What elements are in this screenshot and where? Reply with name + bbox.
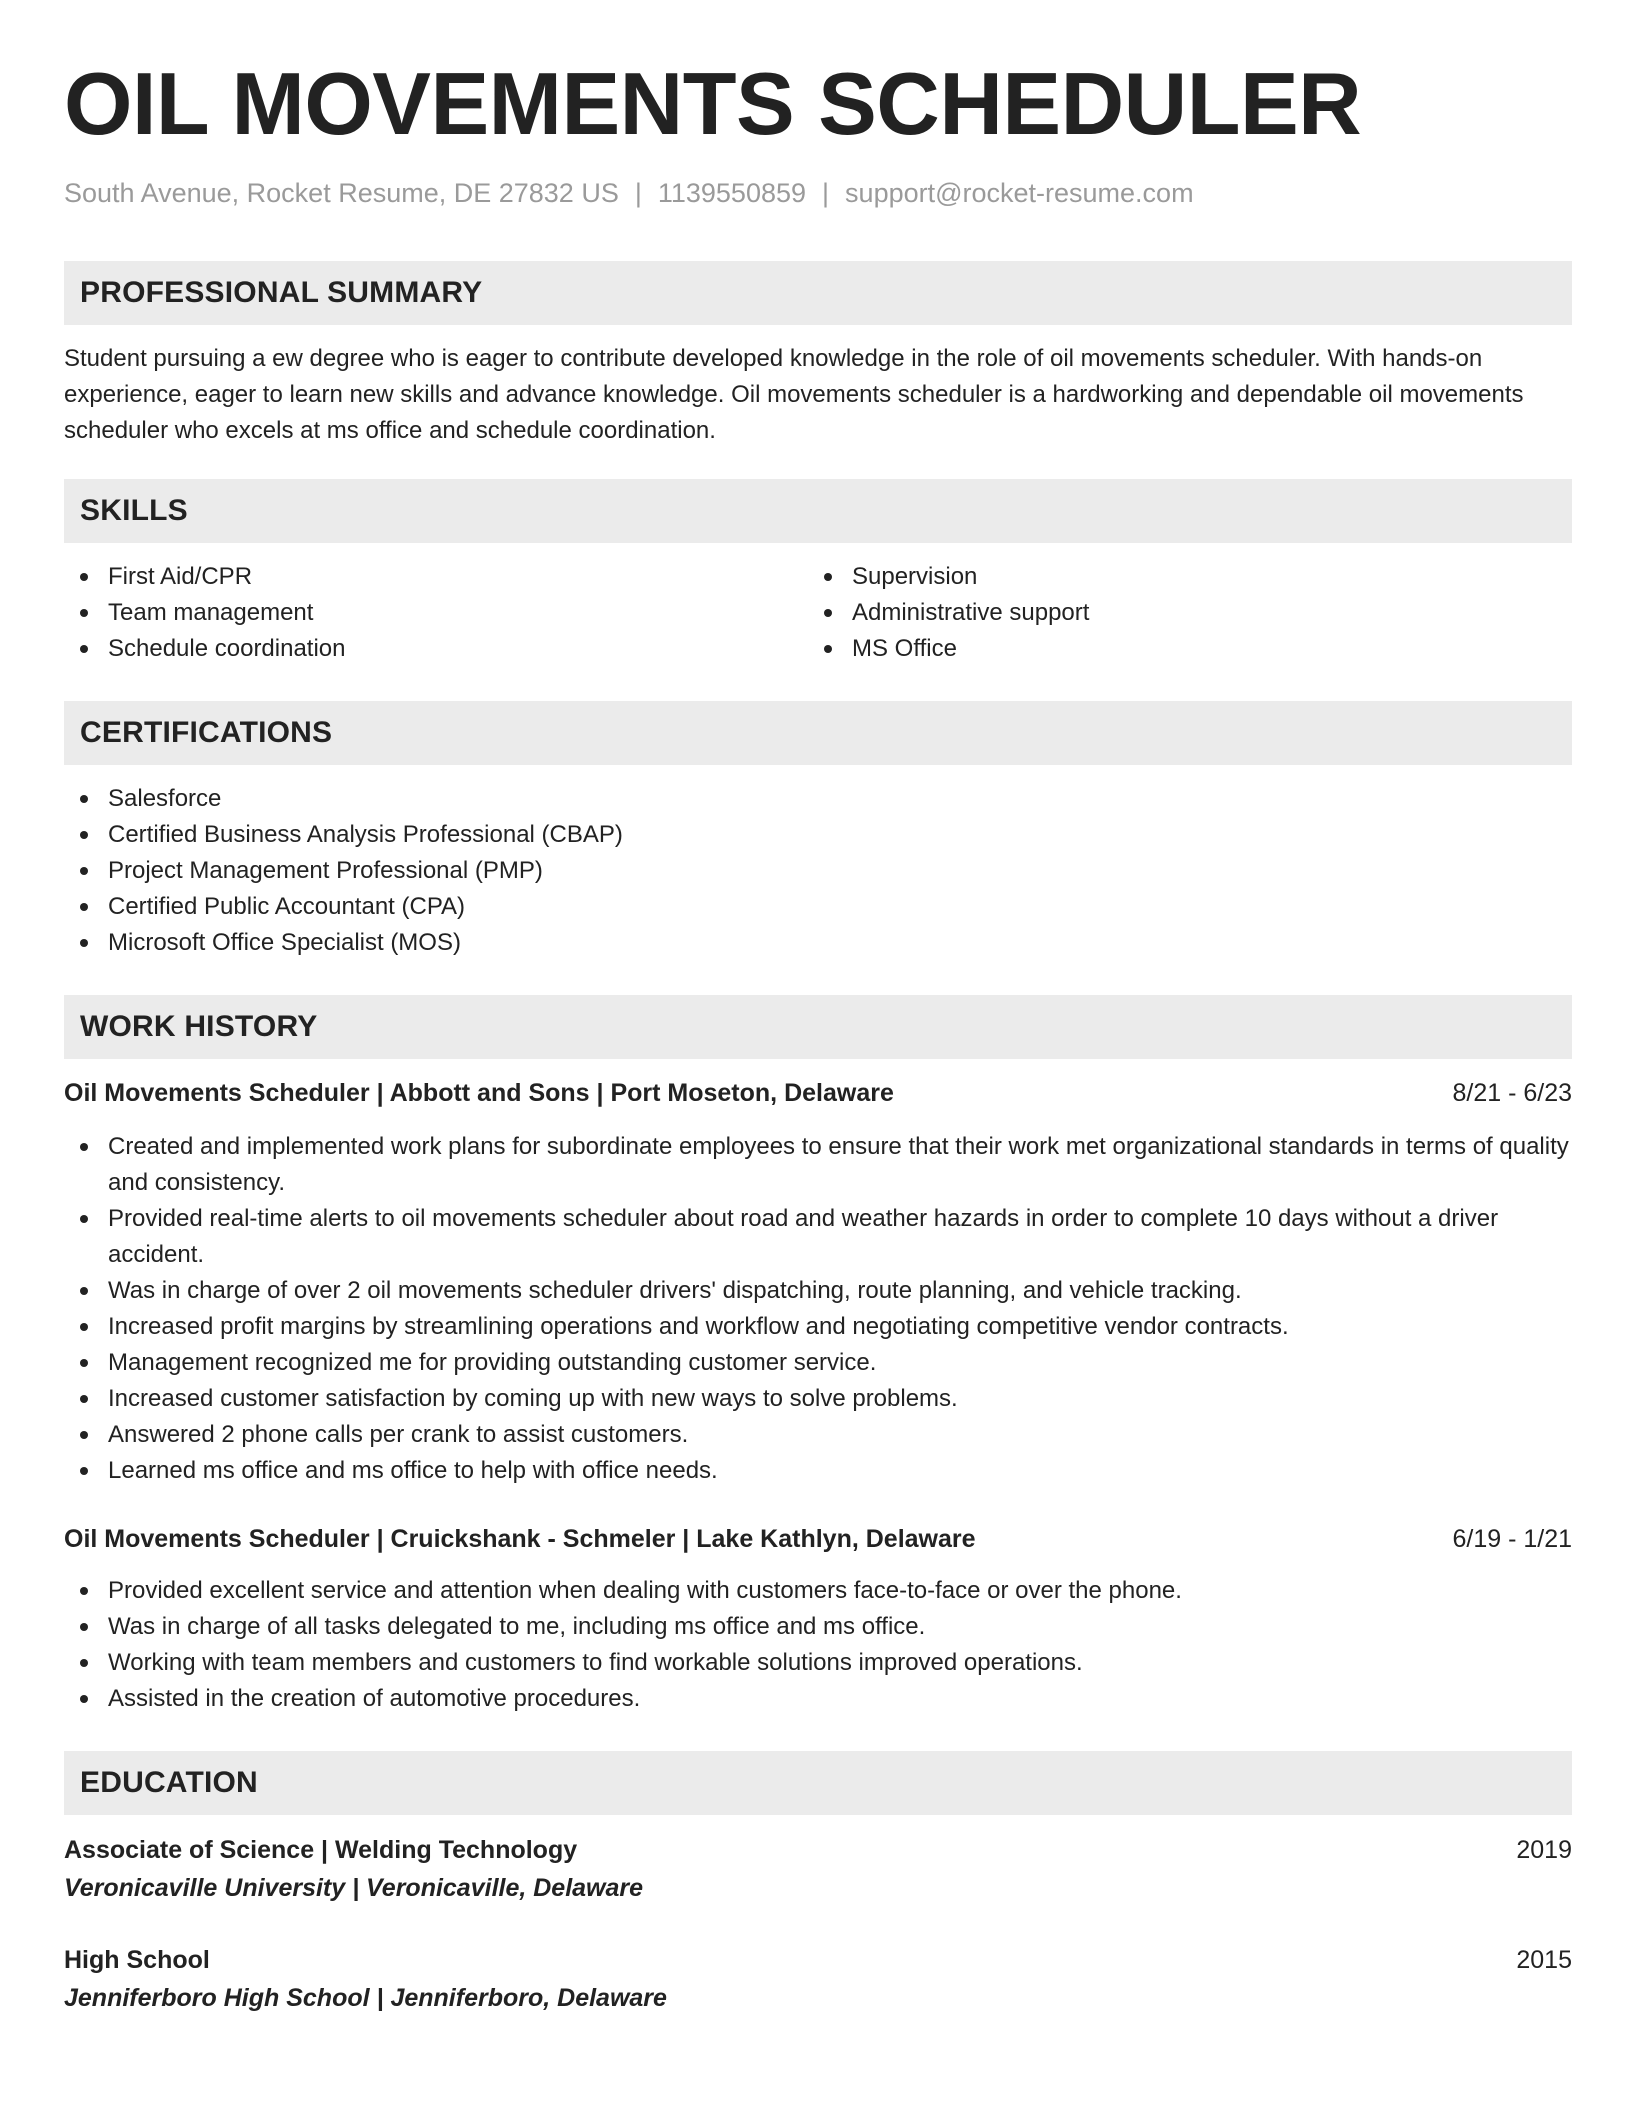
education-entry <box>64 1831 1572 1907</box>
job-bullet: Increased profit margins by streamlining operations and workflow and negotiating competitive vendor contracts. <box>64 1309 1572 1345</box>
job-bullet: Created and implemented work plans for subordinate employees to ensure that their work met organizational standards in terms of quality and consistency. <box>64 1129 1572 1201</box>
section-header-education: EDUCATION <box>64 1751 1572 1815</box>
education-degree: Associate of Science | Welding Technology <box>64 1836 578 1864</box>
job-entry <box>64 1075 1572 1489</box>
education-entry <box>64 1941 1572 2017</box>
certification-item: Microsoft Office Specialist (MOS) <box>64 925 1572 961</box>
job-bullets <box>64 1573 1572 1717</box>
job-dates: 8/21 - 6/23 <box>1452 1079 1572 1107</box>
job-title: Oil Movements Scheduler | Abbott and Sons | Port Moseton, Delaware <box>64 1079 894 1107</box>
section-header-certifications: CERTIFICATIONS <box>64 701 1572 765</box>
education-degree: High School <box>64 1946 210 1974</box>
skill-item: Team management <box>64 595 808 631</box>
job-bullet: Was in charge of all tasks delegated to me, including ms office and ms office. <box>64 1609 1572 1645</box>
skill-item: Schedule coordination <box>64 631 808 667</box>
job-bullet: Provided excellent service and attention when dealing with customers face-to-face or over the phone. <box>64 1573 1572 1609</box>
contact-phone: 1139550859 <box>657 178 807 208</box>
education-year: 2015 <box>1516 1946 1572 1974</box>
job-bullet: Increased customer satisfaction by coming up with new ways to solve problems. <box>64 1381 1572 1417</box>
job-bullet: Answered 2 phone calls per crank to assist customers. <box>64 1417 1572 1453</box>
contact-address: South Avenue, Rocket Resume, DE 27832 US <box>64 178 619 208</box>
contact-separator: | <box>634 178 642 208</box>
education-year: 2019 <box>1516 1836 1572 1864</box>
resume-content <box>64 52 1572 2017</box>
job-entry <box>64 1521 1572 1717</box>
contact-email: support@rocket-resume.com <box>845 178 1194 208</box>
skills-list-left <box>64 559 808 667</box>
skill-item: MS Office <box>808 631 1552 667</box>
skill-item: Administrative support <box>808 595 1552 631</box>
skills-grid <box>64 559 1572 667</box>
skill-item: First Aid/CPR <box>64 559 808 595</box>
section-header-work-history: WORK HISTORY <box>64 995 1572 1059</box>
section-header-summary: PROFESSIONAL SUMMARY <box>64 261 1572 325</box>
contact-line <box>64 176 1572 210</box>
job-dates: 6/19 - 1/21 <box>1452 1525 1572 1553</box>
job-bullet: Provided real-time alerts to oil movements scheduler about road and weather hazards in order to complete 10 days without a driver accident. <box>64 1201 1572 1273</box>
job-bullet: Assisted in the creation of automotive procedures. <box>64 1681 1572 1717</box>
education-school: Jenniferboro High School | Jenniferboro, Delaware <box>64 1984 667 2012</box>
summary-text: Student pursuing a ew degree who is eager to contribute developed knowledge in the role of oil movements scheduler. With hands-on experience, eager to learn new skills and advance knowledge. Oil movements scheduler is a hardworking and dependable oil movements scheduler who excels at ms office and schedule coordination. <box>64 345 1524 444</box>
skills-list-right <box>808 559 1552 667</box>
education-header <box>64 1831 1572 1869</box>
education-school: Veronicaville University | Veronicaville, Delaware <box>64 1874 644 1902</box>
skill-item: Supervision <box>808 559 1552 595</box>
job-title: Oil Movements Scheduler | Cruickshank - Schmeler | Lake Kathlyn, Delaware <box>64 1525 976 1553</box>
job-bullet: Was in charge of over 2 oil movements scheduler drivers' dispatching, route planning, and vehicle tracking. <box>64 1273 1572 1309</box>
section-header-skills: SKILLS <box>64 479 1572 543</box>
job-bullets <box>64 1129 1572 1489</box>
education-header <box>64 1941 1572 1979</box>
certification-item: Salesforce <box>64 781 1572 817</box>
job-bullet: Working with team members and customers to find workable solutions improved operations. <box>64 1645 1572 1681</box>
certification-item: Project Management Professional (PMP) <box>64 853 1572 889</box>
job-bullet: Learned ms office and ms office to help with office needs. <box>64 1453 1572 1489</box>
job-bullet: Management recognized me for providing outstanding customer service. <box>64 1345 1572 1381</box>
resume-name: OIL MOVEMENTS SCHEDULER <box>64 54 1362 153</box>
certifications-list <box>64 781 1572 961</box>
job-header <box>64 1075 1572 1111</box>
contact-separator: | <box>822 178 830 208</box>
certification-item: Certified Public Accountant (CPA) <box>64 889 1572 925</box>
certification-item: Certified Business Analysis Professional (CBAP) <box>64 817 1572 853</box>
job-header <box>64 1521 1572 1557</box>
